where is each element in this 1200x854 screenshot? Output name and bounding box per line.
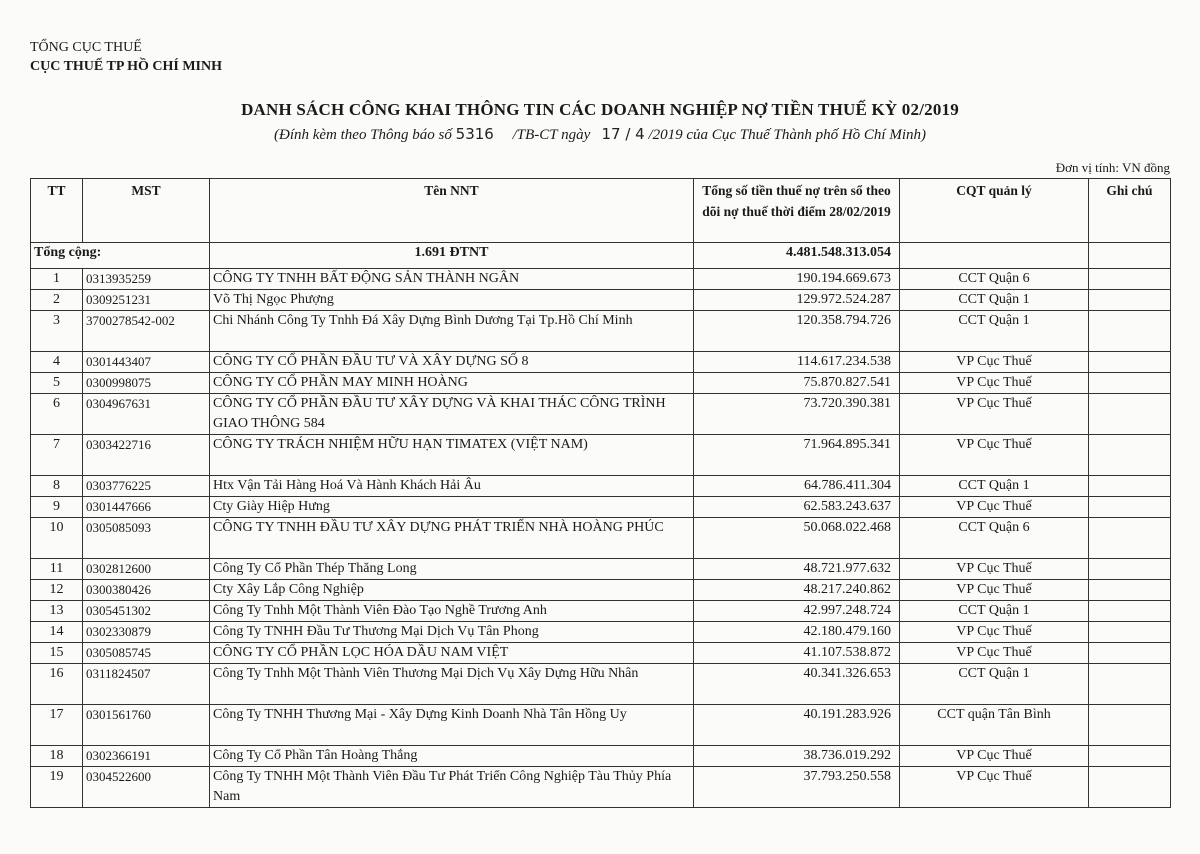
row-name: Cty Giày Hiệp Hưng [210, 497, 694, 518]
table-header-row [31, 179, 1171, 243]
row-name: Htx Vận Tải Hàng Hoá Và Hành Khách Hải Âu [210, 476, 694, 497]
row-note [1089, 373, 1171, 394]
row-amount: 41.107.538.872 [694, 643, 900, 664]
row-tt: 3 [31, 311, 83, 352]
table-row [31, 664, 1171, 705]
row-amount: 37.793.250.558 [694, 767, 900, 808]
row-note [1089, 664, 1171, 705]
table-row [31, 269, 1171, 290]
row-mst: 0301443407 [83, 352, 210, 373]
notice-number: 5316 [455, 125, 494, 143]
row-cqt: VP Cục Thuế [900, 559, 1089, 580]
row-name: CÔNG TY TNHH BẤT ĐỘNG SẢN THÀNH NGÂN [210, 269, 694, 290]
row-cqt: VP Cục Thuế [900, 580, 1089, 601]
row-cqt: VP Cục Thuế [900, 643, 1089, 664]
header-name: Tên NNT [210, 179, 694, 243]
row-mst: 0305085745 [83, 643, 210, 664]
row-tt: 5 [31, 373, 83, 394]
row-name: Võ Thị Ngọc Phượng [210, 290, 694, 311]
row-note [1089, 497, 1171, 518]
row-mst: 0305085093 [83, 518, 210, 559]
row-amount: 75.870.827.541 [694, 373, 900, 394]
row-mst: 0313935259 [83, 269, 210, 290]
row-name: CÔNG TY CỔ PHẦN ĐẦU TƯ XÂY DỰNG VÀ KHAI THÁC CÔNG TRÌNH GIAO THÔNG 584 [210, 394, 694, 435]
row-note [1089, 476, 1171, 497]
row-amount: 40.341.326.653 [694, 664, 900, 705]
row-tt: 11 [31, 559, 83, 580]
subtitle-suffix: /2019 của Cục Thuế Thành phố Hồ Chí Minh) [648, 127, 926, 143]
agency-line-1: TỔNG CỤC THUẾ [30, 40, 142, 55]
row-amount: 42.180.479.160 [694, 622, 900, 643]
agency-line-2: CỤC THUẾ TP HỒ CHÍ MINH [30, 59, 223, 74]
row-mst: 0309251231 [83, 290, 210, 311]
table-row [31, 622, 1171, 643]
row-note [1089, 352, 1171, 373]
row-note [1089, 290, 1171, 311]
row-tt: 15 [31, 643, 83, 664]
row-mst: 0302366191 [83, 746, 210, 767]
row-amount: 38.736.019.292 [694, 746, 900, 767]
row-amount: 190.194.669.673 [694, 269, 900, 290]
row-tt: 16 [31, 664, 83, 705]
row-cqt: CCT Quận 6 [900, 518, 1089, 559]
row-tt: 13 [31, 601, 83, 622]
row-name: Công Ty TNHH Thương Mại - Xây Dựng Kinh Doanh Nhà Tân Hồng Uy [210, 705, 694, 746]
table-row [31, 601, 1171, 622]
row-note [1089, 269, 1171, 290]
row-cqt: VP Cục Thuế [900, 497, 1089, 518]
row-amount: 40.191.283.926 [694, 705, 900, 746]
table-row [31, 518, 1171, 559]
row-tt: 6 [31, 394, 83, 435]
table-row [31, 746, 1171, 767]
row-amount: 50.068.022.468 [694, 518, 900, 559]
header-amount: Tổng số tiền thuế nợ trên sổ theo dõi nợ thuế thời điểm 28/02/2019 [694, 179, 900, 243]
row-cqt: CCT Quận 1 [900, 601, 1089, 622]
row-tt: 19 [31, 767, 83, 808]
subtitle-mid: /TB-CT ngày [512, 127, 591, 143]
row-name: Công Ty TNHH Đầu Tư Thương Mại Dịch Vụ Tân Phong [210, 622, 694, 643]
row-amount: 73.720.390.381 [694, 394, 900, 435]
row-cqt: VP Cục Thuế [900, 373, 1089, 394]
table-row [31, 705, 1171, 746]
row-tt: 8 [31, 476, 83, 497]
row-name: Công Ty Cổ Phần Tân Hoàng Thắng [210, 746, 694, 767]
row-amount: 71.964.895.341 [694, 435, 900, 476]
row-name: CÔNG TY CỔ PHẦN MAY MINH HOÀNG [210, 373, 694, 394]
table-row [31, 476, 1171, 497]
row-amount: 120.358.794.726 [694, 311, 900, 352]
row-note [1089, 767, 1171, 808]
row-cqt: CCT Quận 1 [900, 476, 1089, 497]
row-cqt: CCT Quận 1 [900, 664, 1089, 705]
row-amount: 114.617.234.538 [694, 352, 900, 373]
total-row [31, 243, 1171, 269]
header-cqt: CQT quản lý [900, 179, 1089, 243]
row-mst: 0303776225 [83, 476, 210, 497]
row-name: CÔNG TY TRÁCH NHIỆM HỮU HẠN TIMATEX (VIỆT NAM) [210, 435, 694, 476]
document-title: DANH SÁCH CÔNG KHAI THÔNG TIN CÁC DOANH NGHIỆP NỢ TIỀN THUẾ KỲ 02/2019 [241, 100, 959, 119]
row-tt: 7 [31, 435, 83, 476]
row-name: Cty Xây Lắp Công Nghiệp [210, 580, 694, 601]
row-name: Công Ty Tnhh Một Thành Viên Đào Tạo Nghề Trương Anh [210, 601, 694, 622]
row-cqt: VP Cục Thuế [900, 767, 1089, 808]
row-note [1089, 559, 1171, 580]
row-name: CÔNG TY TNHH ĐẦU TƯ XÂY DỰNG PHÁT TRIỂN NHÀ HOÀNG PHÚC [210, 518, 694, 559]
row-tt: 14 [31, 622, 83, 643]
header-note: Ghi chú [1089, 179, 1171, 243]
row-amount: 48.721.977.632 [694, 559, 900, 580]
total-cqt [900, 243, 1089, 269]
row-amount: 64.786.411.304 [694, 476, 900, 497]
row-note [1089, 580, 1171, 601]
row-name: CÔNG TY CỔ PHẦN LỌC HÓA DẦU NAM VIỆT [210, 643, 694, 664]
unit-label: Đơn vị tính: VN đồng [1055, 160, 1170, 175]
row-mst: 0301447666 [83, 497, 210, 518]
table-row [31, 394, 1171, 435]
row-mst: 0302330879 [83, 622, 210, 643]
row-cqt: CCT Quận 1 [900, 311, 1089, 352]
header-mst: MST [83, 179, 210, 243]
row-mst: 0304522600 [83, 767, 210, 808]
document-subtitle [0, 125, 1200, 144]
table-row [31, 643, 1171, 664]
row-cqt: VP Cục Thuế [900, 352, 1089, 373]
row-note [1089, 746, 1171, 767]
row-cqt: VP Cục Thuế [900, 394, 1089, 435]
row-tt: 1 [31, 269, 83, 290]
table-row [31, 311, 1171, 352]
row-tt: 2 [31, 290, 83, 311]
total-amount: 4.481.548.313.054 [694, 243, 900, 269]
row-mst: 0300998075 [83, 373, 210, 394]
row-mst: 0302812600 [83, 559, 210, 580]
row-cqt: CCT Quận 1 [900, 290, 1089, 311]
total-count: 1.691 ĐTNT [210, 243, 694, 269]
row-tt: 9 [31, 497, 83, 518]
row-tt: 10 [31, 518, 83, 559]
row-name: Công Ty Cổ Phần Thép Thăng Long [210, 559, 694, 580]
table-row [31, 497, 1171, 518]
table-row [31, 290, 1171, 311]
row-note [1089, 311, 1171, 352]
row-mst: 0303422716 [83, 435, 210, 476]
row-amount: 42.997.248.724 [694, 601, 900, 622]
row-tt: 18 [31, 746, 83, 767]
row-cqt: VP Cục Thuế [900, 435, 1089, 476]
row-amount: 62.583.243.637 [694, 497, 900, 518]
table-row [31, 559, 1171, 580]
row-note [1089, 643, 1171, 664]
row-note [1089, 394, 1171, 435]
agency-header [30, 38, 222, 76]
row-note [1089, 705, 1171, 746]
header-tt: TT [31, 179, 83, 243]
row-tt: 12 [31, 580, 83, 601]
table-row [31, 767, 1171, 808]
row-name: Công Ty TNHH Một Thành Viên Đầu Tư Phát Triển Công Nghiệp Tàu Thủy Phía Nam [210, 767, 694, 808]
row-mst: 3700278542-002 [83, 311, 210, 352]
tax-debt-table [30, 178, 1171, 808]
row-mst: 0301561760 [83, 705, 210, 746]
row-name: CÔNG TY CỔ PHẦN ĐẦU TƯ VÀ XÂY DỰNG SỐ 8 [210, 352, 694, 373]
row-cqt: CCT quận Tân Bình [900, 705, 1089, 746]
row-note [1089, 435, 1171, 476]
subtitle-prefix: (Đính kèm theo Thông báo số [274, 127, 452, 143]
row-cqt: VP Cục Thuế [900, 622, 1089, 643]
row-note [1089, 518, 1171, 559]
row-name: Chi Nhánh Công Ty Tnhh Đá Xây Dựng Bình Dương Tại Tp.Hồ Chí Minh [210, 311, 694, 352]
table-row [31, 373, 1171, 394]
table-row [31, 352, 1171, 373]
row-amount: 129.972.524.287 [694, 290, 900, 311]
total-note [1089, 243, 1171, 269]
row-note [1089, 622, 1171, 643]
total-label: Tổng cộng: [31, 243, 210, 269]
row-amount: 48.217.240.862 [694, 580, 900, 601]
row-note [1089, 601, 1171, 622]
row-mst: 0304967631 [83, 394, 210, 435]
notice-date: 17 / 4 [601, 125, 645, 143]
table-row [31, 435, 1171, 476]
row-cqt: CCT Quận 6 [900, 269, 1089, 290]
row-tt: 17 [31, 705, 83, 746]
row-tt: 4 [31, 352, 83, 373]
table-row [31, 580, 1171, 601]
row-mst: 0305451302 [83, 601, 210, 622]
row-name: Công Ty Tnhh Một Thành Viên Thương Mại Dịch Vụ Xây Dựng Hữu Nhân [210, 664, 694, 705]
row-mst: 0311824507 [83, 664, 210, 705]
row-cqt: VP Cục Thuế [900, 746, 1089, 767]
row-mst: 0300380426 [83, 580, 210, 601]
